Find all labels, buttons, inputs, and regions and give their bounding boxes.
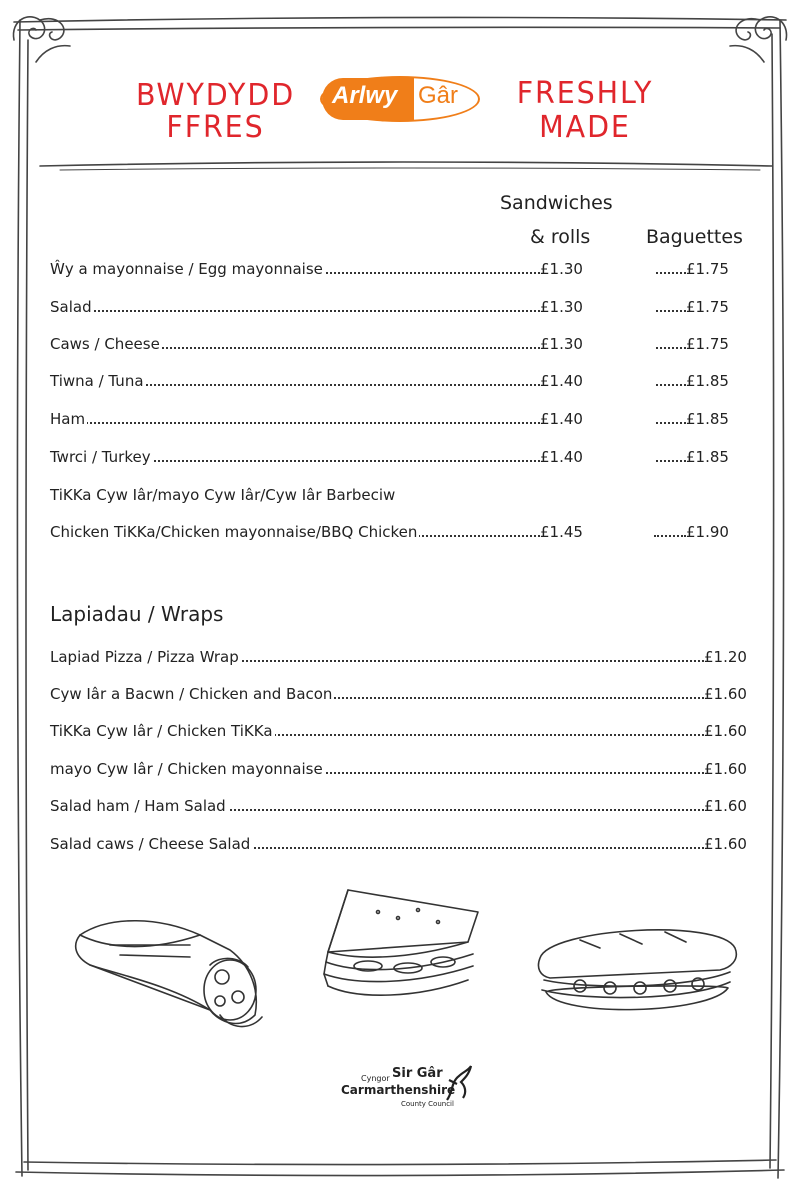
price-baguette: £1.90 [686,523,729,541]
menu-item-row [50,448,750,470]
footer-sir-gar: Sir Gâr [392,1066,443,1081]
menu-item-name: Ŵy a mayonnaise / Egg mayonnaise [50,260,323,278]
wrap-item-row [50,685,746,707]
wrap-price: £1.60 [704,760,747,778]
menu-item-name: TiKKa Cyw Iâr/mayo Cyw Iâr/Cyw Iâr Barbeciw [50,486,396,504]
english-title-line1: FRESHLY [516,76,654,111]
menu-item-name: Caws / Cheese [50,335,160,353]
menu-item-name: Ham [50,410,86,428]
wrap-item-name: Salad ham / Ham Salad [50,797,226,815]
price-baguette: £1.85 [686,448,729,466]
price-baguette: £1.85 [686,410,729,428]
price-baguette: £1.85 [686,372,729,390]
baguette-illustration [530,918,745,1028]
menu-item-row [50,335,750,357]
wrap-illustration [70,905,280,1035]
welsh-title-line2: FFRES [166,110,265,145]
price-sandwich: £1.30 [540,298,583,316]
menu-item-row [50,298,750,320]
arlwy-gar-logo [320,74,482,124]
column-heading-baguettes: Baguettes [646,226,743,248]
price-baguette: £1.75 [686,335,729,353]
price-sandwich: £1.40 [540,448,583,466]
chicken-welsh-line [50,486,750,508]
wrap-item-name: TiKKa Cyw Iâr / Chicken TiKKa [50,722,273,740]
menu-item-name: Tiwna / Tuna [50,372,144,390]
wrap-item-name: Salad caws / Cheese Salad [50,835,251,853]
menu-header [0,74,800,154]
wrap-item-row [50,835,746,857]
wrap-item-row [50,797,746,819]
footer-county-council: County Council [401,1100,454,1108]
menu-item-row [50,260,750,282]
column-heading-rolls: & rolls [530,226,591,248]
english-title-line2: MADE [539,110,631,145]
price-sandwich: £1.40 [540,372,583,390]
price-baguette: £1.75 [686,260,729,278]
carmarthenshire-council-logo [335,1062,475,1122]
logo-text-gar: Gâr [418,82,459,109]
wrap-price: £1.20 [704,648,747,666]
wrap-item-name: Lapiad Pizza / Pizza Wrap [50,648,239,666]
footer-carmarthenshire: Carmarthenshire [341,1083,456,1097]
wrap-price: £1.60 [704,722,747,740]
wrap-item-row [50,648,746,670]
wrap-price: £1.60 [704,797,747,815]
menu-item-row [50,523,750,545]
wrap-item-row [50,722,746,744]
price-sandwich: £1.30 [540,335,583,353]
wrap-item-row [50,760,746,782]
menu-item-name: Twrci / Turkey [50,448,151,466]
price-sandwich: £1.45 [540,523,583,541]
wrap-price: £1.60 [704,835,747,853]
price-baguette: £1.75 [686,298,729,316]
menu-item-name: Salad [50,298,92,316]
menu-item-name: Chicken TiKKa/Chicken mayonnaise/BBQ Chicken [50,523,418,541]
price-sandwich: £1.30 [540,260,583,278]
menu-item-row [50,410,750,432]
menu-item-row [50,372,750,394]
wrap-item-name: mayo Cyw Iâr / Chicken mayonnaise [50,760,323,778]
logo-text-arlwy: Arlwy [332,82,398,109]
welsh-title-line1: BWYDYDD [135,78,296,113]
wrap-item-name: Cyw Iâr a Bacwn / Chicken and Bacon [50,685,333,703]
footer-cyngor: Cyngor [361,1074,390,1083]
wraps-section-title: Lapiadau / Wraps [50,602,224,626]
price-sandwich: £1.40 [540,410,583,428]
wrap-price: £1.60 [704,685,747,703]
sandwich-illustration [318,882,493,1012]
column-heading-sandwiches: Sandwiches [500,192,613,214]
